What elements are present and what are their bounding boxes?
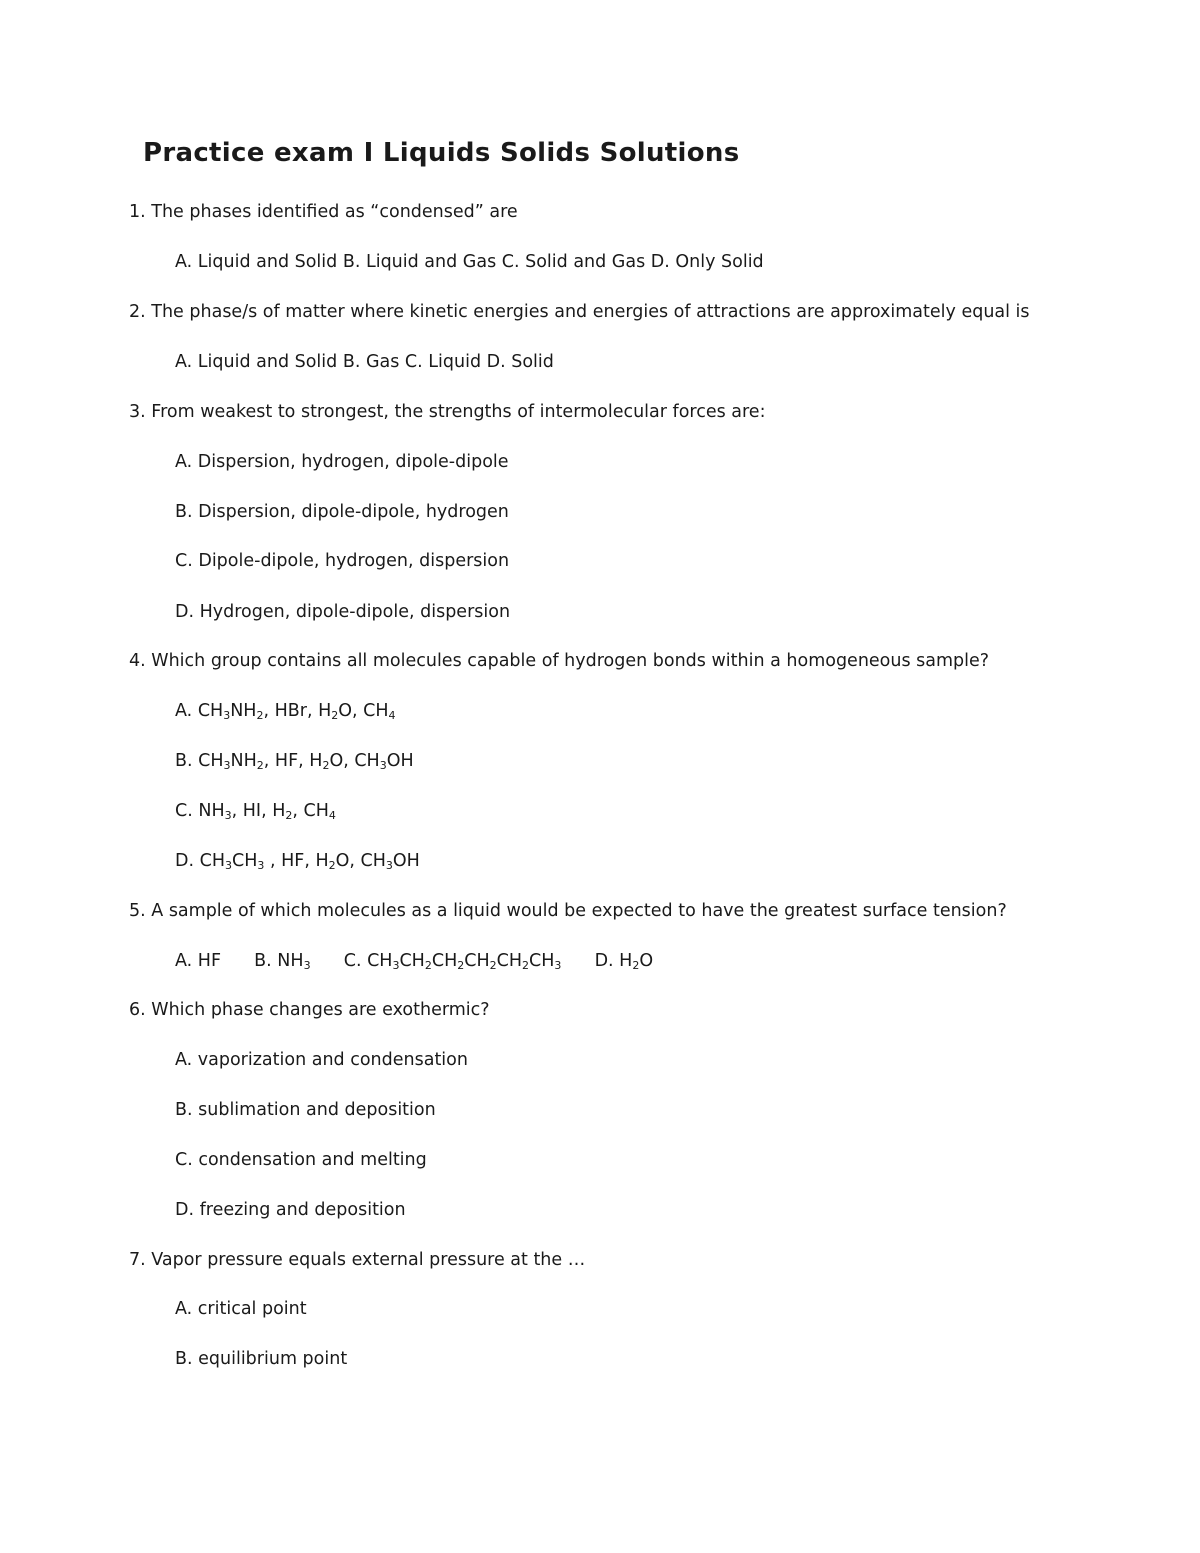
option-a: A. Dispersion, hydrogen, dipole-dipole bbox=[175, 452, 509, 472]
formula-text: CH bbox=[197, 701, 224, 721]
option-letter: C. bbox=[175, 801, 193, 821]
page-title: Practice exam I Liquids Solids Solutions bbox=[143, 138, 740, 168]
option-letter: D. bbox=[175, 851, 195, 871]
subscript: 2 bbox=[322, 759, 330, 772]
question-number: 2. bbox=[129, 302, 146, 322]
option-a: A. HF bbox=[175, 951, 222, 971]
option-b: B. Dispersion, dipole-dipole, hydrogen bbox=[175, 502, 509, 522]
question-number: 3. bbox=[129, 402, 146, 422]
formula-text: , HI, H bbox=[231, 801, 286, 821]
formula-text: NH bbox=[230, 701, 257, 721]
question-text: Which phase changes are exothermic? bbox=[151, 1000, 490, 1020]
question-6 bbox=[129, 998, 490, 1022]
formula-text: CH bbox=[496, 951, 523, 971]
question-number: 5. bbox=[129, 901, 146, 921]
formula-text: NH bbox=[230, 751, 257, 771]
formula-text: , CH bbox=[292, 801, 329, 821]
subscript: 3 bbox=[303, 959, 311, 972]
option-c: C. condensation and melting bbox=[175, 1150, 427, 1170]
option-c bbox=[175, 799, 336, 828]
option-d: D. Hydrogen, dipole-dipole, dispersion bbox=[175, 602, 511, 622]
option-d bbox=[595, 951, 654, 971]
question-number: 1. bbox=[129, 202, 146, 222]
option-c: C. Dipole-dipole, hydrogen, dispersion bbox=[175, 551, 510, 571]
question-5-options bbox=[175, 949, 653, 978]
option-d: D. freezing and deposition bbox=[175, 1200, 406, 1220]
question-text: Which group contains all molecules capable of hydrogen bonds within a homogeneous sample? bbox=[151, 651, 990, 671]
subscript: 3 bbox=[385, 859, 393, 872]
subscript: 2 bbox=[522, 959, 530, 972]
question-number: 6. bbox=[129, 1000, 146, 1020]
subscript: 3 bbox=[392, 959, 400, 972]
question-1-options: A. Liquid and Solid B. Liquid and Gas C. Solid and Gas D. Only Solid bbox=[175, 252, 764, 272]
subscript: 4 bbox=[328, 809, 336, 822]
question-number: 7. bbox=[129, 1250, 146, 1270]
question-5 bbox=[129, 899, 1007, 923]
option-b: B. equilibrium point bbox=[175, 1349, 348, 1369]
subscript: 2 bbox=[256, 709, 264, 722]
formula-text: O, CH bbox=[338, 701, 389, 721]
formula-text: O bbox=[639, 951, 654, 971]
formula-text: C. CH bbox=[343, 951, 393, 971]
subscript: 3 bbox=[223, 759, 231, 772]
question-1 bbox=[129, 200, 518, 224]
option-a: A. critical point bbox=[175, 1299, 307, 1319]
formula-text: CH bbox=[232, 851, 258, 871]
subscript: 3 bbox=[379, 759, 387, 772]
question-3 bbox=[129, 400, 765, 424]
question-text: The phases identified as “condensed” are bbox=[151, 202, 518, 222]
subscript: 2 bbox=[632, 959, 640, 972]
subscript: 2 bbox=[489, 959, 497, 972]
question-text: A sample of which molecules as a liquid would be expected to have the greatest surface tension? bbox=[151, 901, 1007, 921]
subscript: 4 bbox=[388, 709, 396, 722]
question-number: 4. bbox=[129, 651, 146, 671]
subscript: 3 bbox=[224, 809, 232, 822]
formula-text: CH bbox=[431, 951, 458, 971]
formula-text: CH bbox=[464, 951, 490, 971]
subscript: 3 bbox=[223, 709, 231, 722]
formula-text: OH bbox=[386, 751, 414, 771]
subscript: 3 bbox=[257, 859, 265, 872]
formula-text: OH bbox=[392, 851, 420, 871]
formula-text: CH bbox=[529, 951, 555, 971]
option-c bbox=[344, 951, 562, 971]
subscript: 2 bbox=[424, 959, 432, 972]
formula-text: B. NH bbox=[254, 951, 304, 971]
subscript: 3 bbox=[554, 959, 562, 972]
option-d bbox=[175, 849, 420, 878]
subscript: 3 bbox=[225, 859, 233, 872]
option-letter: B. bbox=[175, 751, 193, 771]
formula-text: O, CH bbox=[335, 851, 386, 871]
subscript: 2 bbox=[285, 809, 293, 822]
question-text: The phase/s of matter where kinetic energies and energies of attractions are approximately equal is bbox=[151, 302, 1030, 322]
formula-text: CH bbox=[399, 951, 425, 971]
option-letter: A. bbox=[175, 701, 193, 721]
subscript: 2 bbox=[457, 959, 465, 972]
formula-text: NH bbox=[198, 801, 225, 821]
subscript: 2 bbox=[256, 759, 264, 772]
formula-text: , HF, H bbox=[264, 851, 329, 871]
formula-text: O, CH bbox=[329, 751, 380, 771]
option-b bbox=[175, 749, 414, 778]
option-b: B. sublimation and deposition bbox=[175, 1100, 436, 1120]
formula-text: , HF, H bbox=[263, 751, 323, 771]
option-a bbox=[175, 699, 396, 728]
option-b bbox=[254, 951, 310, 971]
question-2-options: A. Liquid and Solid B. Gas C. Liquid D. Solid bbox=[175, 352, 554, 372]
subscript: 2 bbox=[331, 709, 339, 722]
question-2 bbox=[129, 300, 1030, 324]
subscript: 2 bbox=[328, 859, 336, 872]
formula-text: CH bbox=[198, 751, 224, 771]
question-7 bbox=[129, 1248, 585, 1272]
formula-text: , HBr, H bbox=[263, 701, 332, 721]
question-text: Vapor pressure equals external pressure at the … bbox=[151, 1250, 586, 1270]
formula-text: D. H bbox=[594, 951, 633, 971]
option-a: A. vaporization and condensation bbox=[175, 1050, 468, 1070]
formula-text: CH bbox=[199, 851, 226, 871]
question-text: From weakest to strongest, the strengths of intermolecular forces are: bbox=[151, 402, 766, 422]
question-4 bbox=[129, 649, 989, 673]
